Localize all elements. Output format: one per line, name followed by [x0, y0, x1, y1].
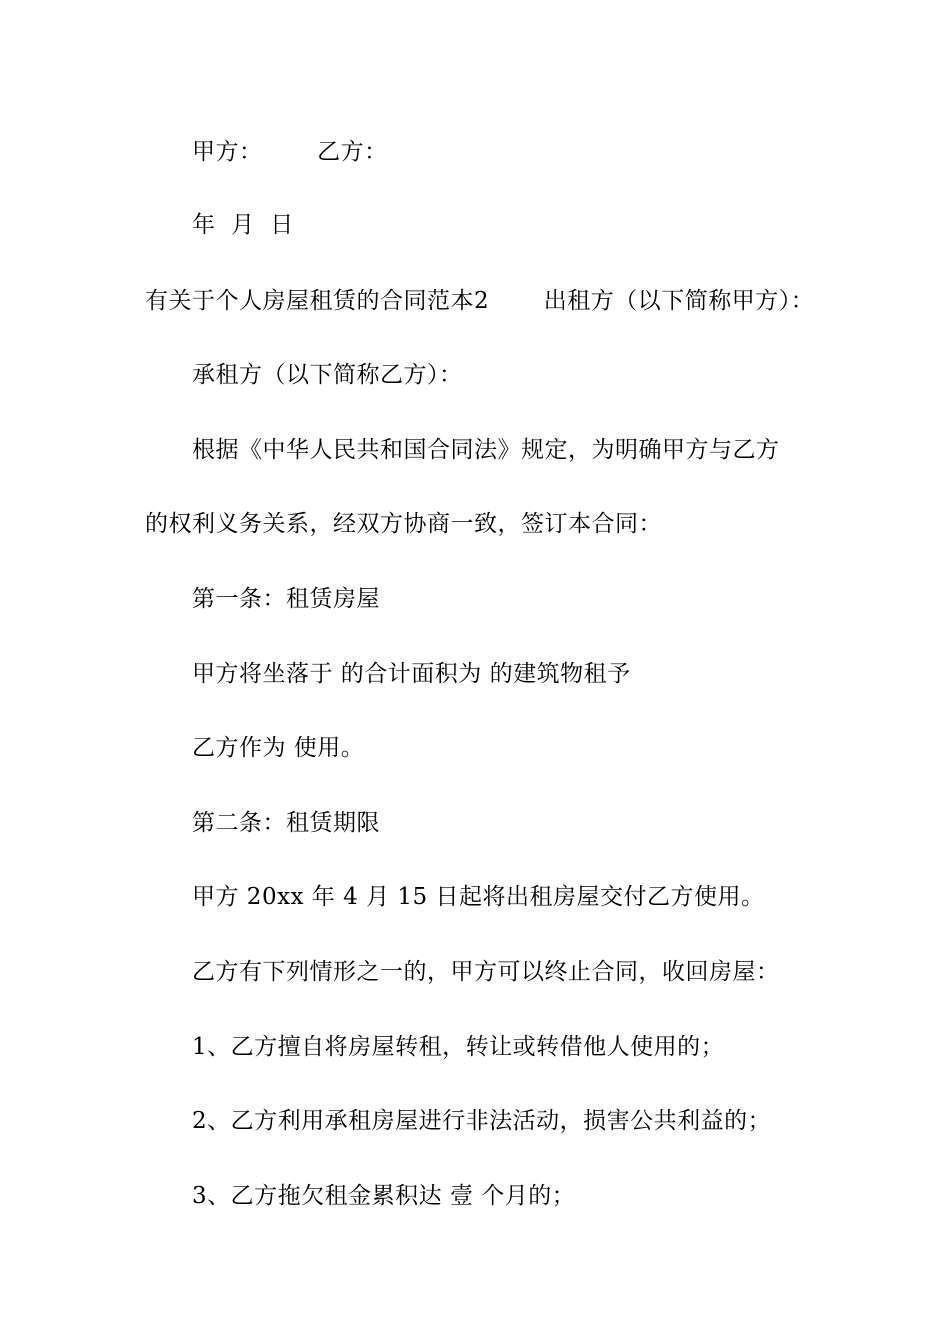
date-line: 年 月 日: [192, 212, 294, 238]
document-title-line: 有关于个人房屋租赁的合同范本2 出租方（以下简称甲方）：: [145, 288, 815, 314]
article-2-text-line-2: 乙方有下列情形之一的，甲方可以终止合同，收回房屋：: [192, 959, 780, 985]
lessee-line: 承租方（以下简称乙方）：: [192, 362, 463, 388]
article-1-heading: 第一条：租赁房屋: [192, 586, 380, 612]
signature-line: 甲方： 乙方：: [192, 139, 388, 165]
clause-2: 2、乙方利用承租房屋进行非法活动，损害公共利益的；: [192, 1108, 772, 1134]
clause-3: 3、乙方拖欠租金累积达 壹 个月的；: [192, 1183, 576, 1209]
basis-paragraph-line-1: 根据《中华人民共和国合同法》规定，为明确甲方与乙方: [192, 437, 780, 463]
article-2-heading: 第二条：租赁期限: [192, 810, 380, 836]
article-1-text-line-2: 乙方作为 使用。: [192, 735, 365, 761]
clause-1: 1、乙方擅自将房屋转租，转让或转借他人使用的；: [192, 1034, 725, 1060]
article-2-text-line-1: 甲方 20xx 年 4 月 15 日起将出租房屋交付乙方使用。: [192, 884, 765, 910]
article-1-text-line-1: 甲方将坐落于 的合计面积为 的建筑物租予: [192, 661, 631, 687]
basis-paragraph-line-2: 的权利义务关系，经双方协商一致，签订本合同：: [145, 511, 662, 537]
